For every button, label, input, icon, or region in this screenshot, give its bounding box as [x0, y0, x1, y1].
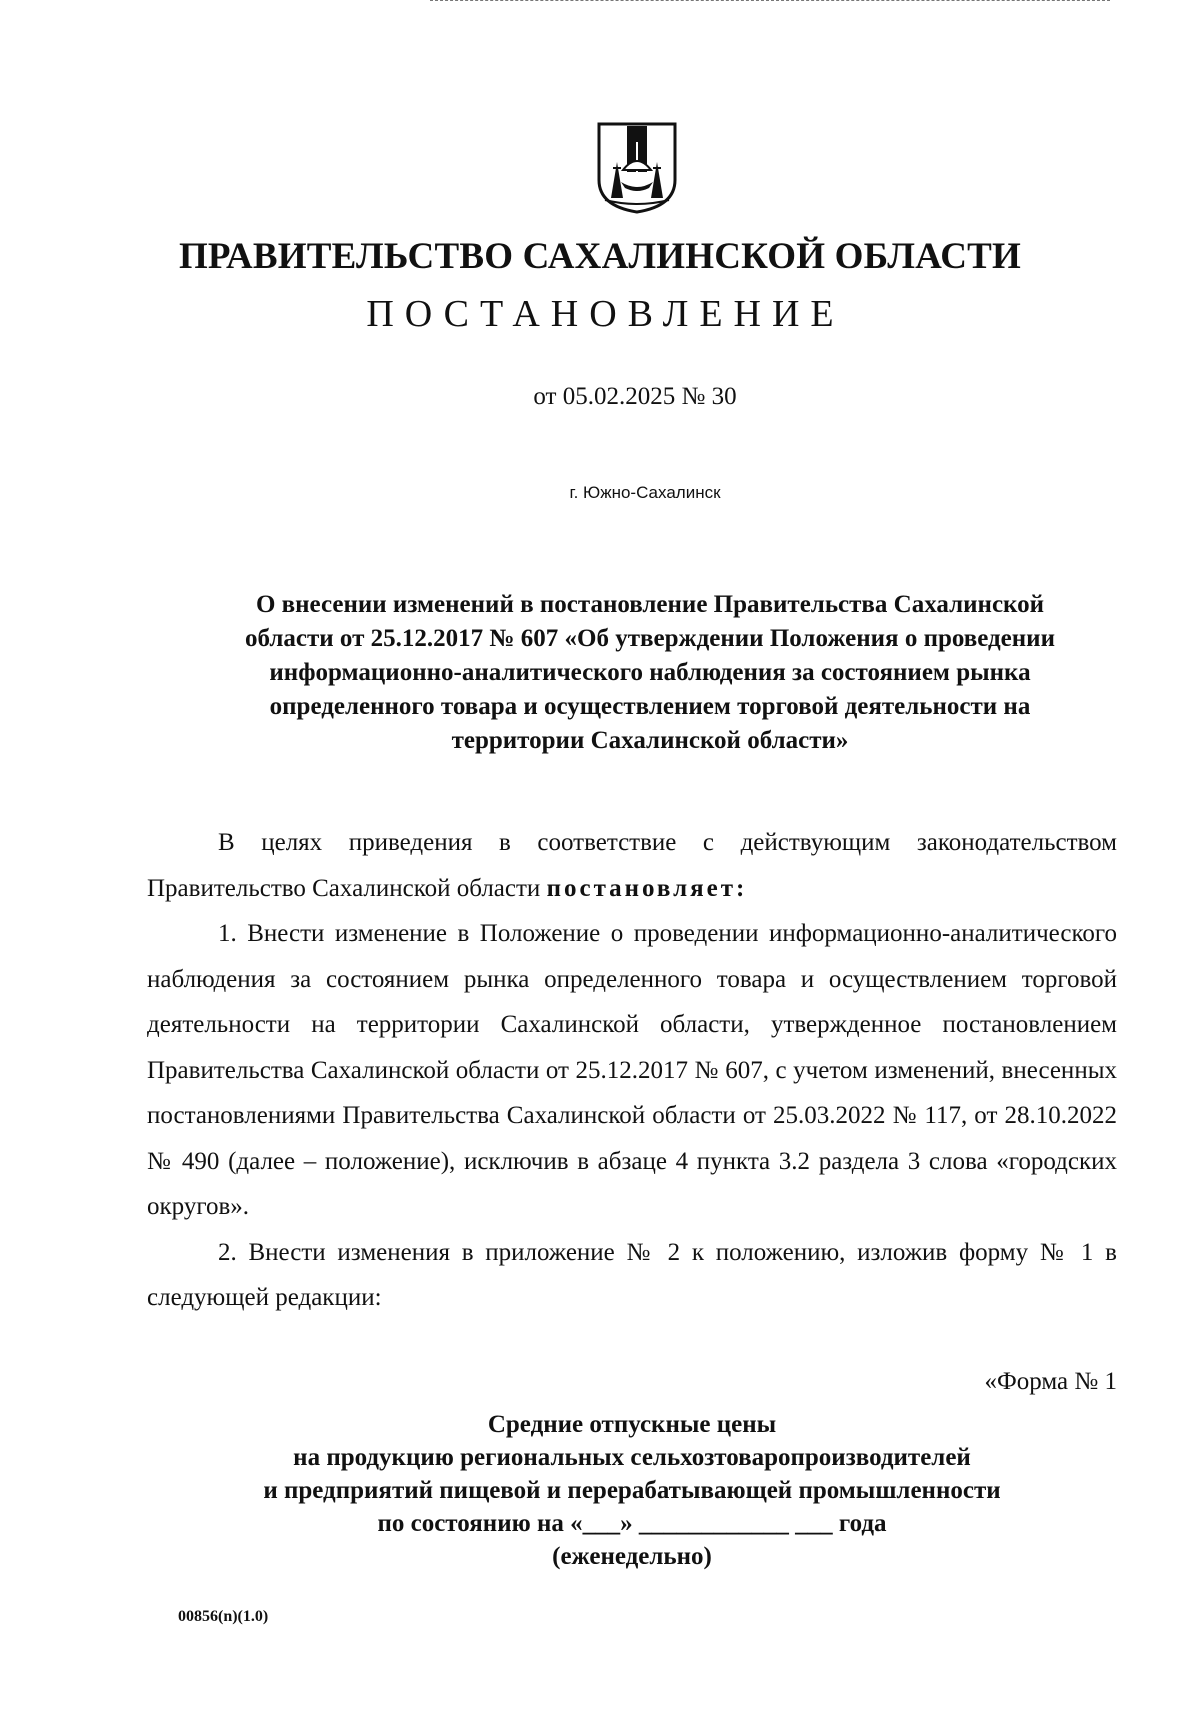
clause-1-paragraph: 1. Внести изменение в Положение о проведении информационно-аналитического наблюдения за состоянием рынка определенного товара и осуществлением торговой деятельности на территории Сахалинской области, утвержденное постановлением Правительства Сахалинской области от 25.12.2017 № 607, с учетом изменений, внесенных постановлениями Правительства Сахалинской области от 25.03.2022 № 117, от 28.10.2022 № 490 (далее – положение), исключив в абзаце 4 пункта 3.2 раздела 3 слова «городских округов». [147, 920, 1117, 1220]
form-title [147, 1408, 1117, 1573]
scan-top-edge [430, 0, 1110, 1]
clause-2-paragraph: 2. Внести изменения в приложение № 2 к положению, изложив форму № 1 в следующей редакции: [147, 1238, 1117, 1311]
document-subject [180, 588, 1120, 758]
form-title-line: и предприятий пищевой и перерабатывающей промышленности [263, 1477, 1001, 1504]
resolves-keyword: постановляет: [546, 874, 748, 902]
document-footer-code: 00856(n)(1.0) [178, 1608, 269, 1625]
document-date-number: от 05.02.2025 № 30 [533, 383, 737, 410]
sakhalin-coat-of-arms-icon [593, 122, 681, 214]
organization-title: ПРАВИТЕЛЬСТВО САХАЛИНСКОЙ ОБЛАСТИ [178, 236, 1022, 277]
subject-line: информационно-аналитического наблюдения за состоянием рынка [269, 659, 1031, 686]
subject-line: территории Сахалинской области» [451, 727, 849, 754]
form-title-line: по состоянию на «___» ____________ ___ года [377, 1510, 887, 1537]
document-city: г. Южно-Сахалинск [569, 483, 721, 502]
form-title-line: на продукцию региональных сельхозтоваропроизводителей [293, 1444, 971, 1471]
subject-line: О внесении изменений в постановление Правительства Сахалинской [255, 591, 1045, 618]
form-title-line: (еженедельно) [552, 1543, 712, 1570]
subject-line: области от 25.12.2017 № 607 «Об утверждении Положения о проведении [245, 625, 1055, 652]
preamble-paragraph [147, 820, 1117, 911]
subject-line: определенного товара и осуществлением торговой деятельности на [269, 693, 1031, 720]
document-body [147, 820, 1117, 1321]
form-number-label: «Форма № 1 [984, 1368, 1117, 1395]
form-title-line: Средние отпускные цены [487, 1411, 777, 1438]
preamble-text: В целях приведения в соответствие с действующим законодательством Правительство Сахалинской области [147, 829, 1117, 902]
document-type: ПОСТАНОВЛЕНИЕ [366, 293, 845, 335]
